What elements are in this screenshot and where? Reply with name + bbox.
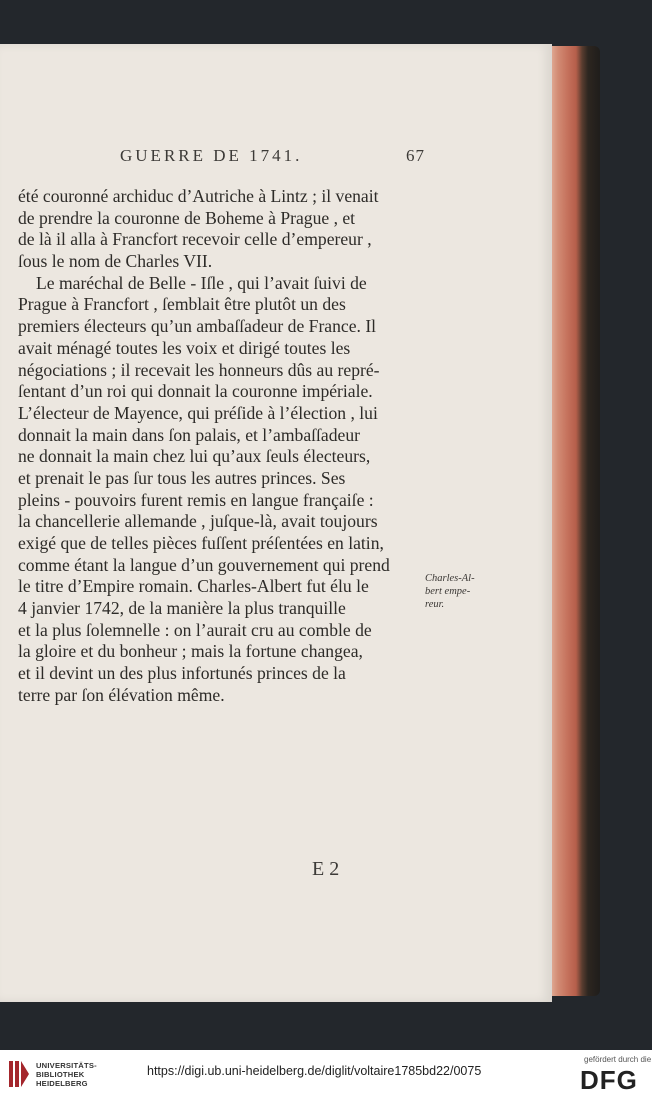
body-line: Le maréchal de Belle - Iſle , qui l’avait ſuivi de bbox=[36, 272, 367, 293]
body-line: négociations ; il recevait les honneurs dûs au repré- bbox=[18, 359, 380, 380]
body-line: L’électeur de Mayence, qui préſide à l’élection , lui bbox=[18, 402, 378, 423]
book-page-edge bbox=[548, 46, 600, 996]
body-line: la chancellerie allemande , juſque-là, avait toujours bbox=[18, 511, 378, 532]
viewer-footer bbox=[0, 1050, 652, 1098]
body-line: Prague à Francfort , ſemblait être plutôt un des bbox=[18, 294, 346, 315]
body-line: pleins - pouvoirs furent remis en langue françaiſe : bbox=[18, 489, 374, 510]
body-line: été couronné archiduc d’Autriche à Lintz ; il venait bbox=[18, 186, 379, 206]
page-number: 67 bbox=[406, 146, 425, 165]
body-line: de là il alla à Francfort recevoir celle d’empereur , bbox=[18, 229, 372, 250]
body-line: le titre d’Empire romain. Charles-Albert fut élu le bbox=[18, 576, 369, 597]
margin-note-line: bert empe- bbox=[425, 586, 471, 597]
institution-line: BIBLIOTHEK bbox=[36, 1070, 85, 1079]
body-line: et prenait le pas ſur tous les autres princes. Ses bbox=[18, 467, 346, 488]
body-line: ne donnait la main chez lui qu’aux ſeuls électeurs, bbox=[18, 446, 371, 467]
margin-note bbox=[425, 572, 495, 611]
body-line: et il devint un des plus infortunés princes de la bbox=[18, 663, 346, 684]
body-text bbox=[18, 186, 420, 707]
institution-line: UNIVERSITÄTS- bbox=[36, 1061, 97, 1070]
body-line: ſentant d’un roi qui donnait la couronne impériale. bbox=[18, 381, 373, 402]
running-title: GUERRE DE 1741. bbox=[120, 146, 303, 165]
body-line: la gloire et du bonheur ; mais la fortune changea, bbox=[18, 641, 363, 662]
institution-line: HEIDELBERG bbox=[36, 1079, 88, 1088]
body-line: et la plus ſolemnelle : on l’aurait cru au comble de bbox=[18, 619, 372, 640]
body-line: terre par ſon élévation même. bbox=[18, 684, 225, 705]
margin-note-line: Charles-Al- bbox=[425, 573, 475, 584]
margin-note-line: reur. bbox=[425, 599, 445, 610]
body-line: exigé que de telles pièces fuſſent préſentées en latin, bbox=[18, 533, 384, 553]
body-line: ſous le nom de Charles VII. bbox=[18, 251, 213, 272]
signature-mark: E 2 bbox=[312, 858, 340, 880]
running-header bbox=[120, 104, 425, 165]
body-line: avait ménagé toutes les voix et dirigé toutes les bbox=[18, 337, 351, 358]
body-line: de prendre la couronne de Boheme à Prague , et bbox=[18, 207, 356, 228]
dfg-logo: DFG bbox=[580, 1065, 638, 1095]
body-line: 4 janvier 1742, de la manière la plus tranquille bbox=[18, 598, 346, 619]
institution-name bbox=[36, 1061, 97, 1088]
body-line: donnait la main dans ſon palais, et l’ambaſſadeur bbox=[18, 424, 360, 445]
permalink-url[interactable]: https://digi.ub.uni-heidelberg.de/diglit/voltaire1785bd22/0075 bbox=[147, 1064, 482, 1078]
university-logo-icon bbox=[8, 1059, 30, 1089]
body-line: comme étant la langue d’un gouvernement qui prend bbox=[18, 554, 390, 575]
body-line: premiers électeurs qu’un ambaſſadeur de France. Il bbox=[18, 316, 377, 337]
funded-by-label: gefördert durch die bbox=[584, 1055, 652, 1064]
